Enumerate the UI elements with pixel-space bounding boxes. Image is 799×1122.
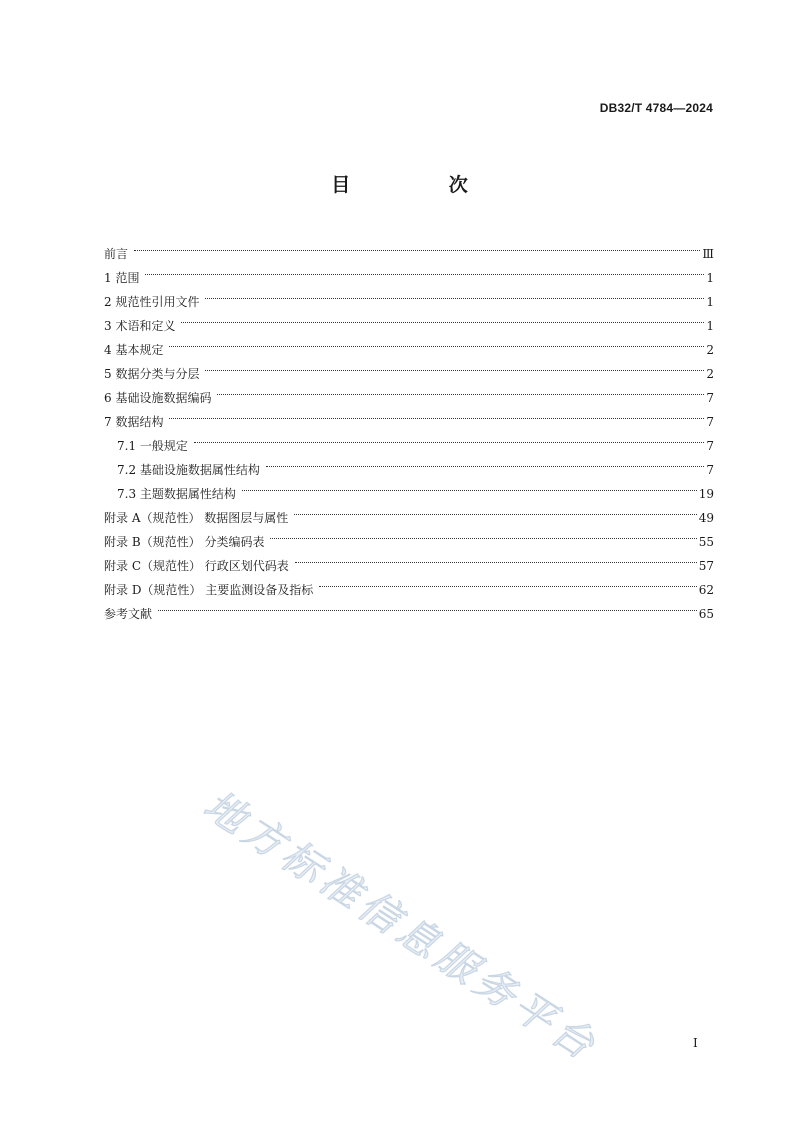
- toc-entry-scope[interactable]: [104, 258, 714, 285]
- toc-entry-normative-references[interactable]: [104, 282, 714, 309]
- toc-entry-label: 7.3 主题数据属性结构: [117, 487, 236, 501]
- toc-entry-label: 5 数据分类与分层: [104, 367, 200, 381]
- toc-entry-page: 7: [706, 391, 714, 405]
- toc-leader-dots: [181, 306, 704, 330]
- toc-subentry-general[interactable]: [104, 426, 714, 453]
- toc-entry-basic-provisions[interactable]: [104, 330, 714, 357]
- toc-entry-page: 1: [706, 295, 714, 309]
- toc-leader-dots: [266, 450, 704, 474]
- toc-entry-label: 1 范围: [104, 271, 140, 285]
- toc-leader-dots: [145, 258, 704, 282]
- toc-entry-label: 7.2 基础设施数据属性结构: [117, 463, 260, 477]
- toc-leader-dots: [205, 354, 704, 378]
- toc-entry-label: 4 基本规定: [104, 343, 164, 357]
- toc-entry-page: 7: [706, 463, 714, 477]
- toc-leader-dots: [205, 282, 704, 306]
- toc-leader-dots: [217, 378, 704, 402]
- toc-entry-label: 2 规范性引用文件: [104, 295, 200, 309]
- toc-subentry-infrastructure-attributes[interactable]: [104, 450, 714, 477]
- toc-entry-page: 1: [706, 271, 714, 285]
- toc-entry-page: 65: [698, 607, 714, 621]
- toc-entry-page: 57: [698, 559, 714, 573]
- toc-entry-page: Ⅲ: [702, 247, 714, 261]
- toc-leader-dots: [169, 330, 704, 354]
- toc-entry-terms-definitions[interactable]: [104, 306, 714, 333]
- toc-entry-page: 2: [706, 343, 714, 357]
- standard-code: DB32/T 4784—2024: [599, 101, 713, 115]
- toc-entry-page: 49: [698, 511, 714, 525]
- toc-leader-dots: [194, 426, 704, 450]
- toc-entry-label: 附录 C（规范性） 行政区划代码表: [104, 559, 289, 573]
- toc-entry-label: 参考文献: [104, 607, 153, 621]
- toc-entry-page: 62: [698, 583, 714, 597]
- toc-leader-dots: [169, 402, 704, 426]
- toc-entry-label: 附录 D（规范性） 主要监测设备及指标: [104, 583, 314, 597]
- page-title: 目 次: [331, 174, 514, 196]
- toc-leader-dots: [242, 474, 697, 498]
- page-number: I: [693, 1036, 698, 1050]
- toc-entry-label: 前言: [104, 247, 129, 261]
- toc-entry-data-structure[interactable]: [104, 402, 714, 429]
- toc-entry-page: 1: [706, 319, 714, 333]
- toc-leader-dots: [158, 594, 697, 618]
- toc-entry-foreword[interactable]: [104, 234, 714, 261]
- toc-entry-bibliography[interactable]: [104, 594, 714, 621]
- toc-entry-label: 3 术语和定义: [104, 319, 176, 333]
- toc-entry-page: 7: [706, 415, 714, 429]
- toc-entry-label: 6 基础设施数据编码: [104, 391, 212, 405]
- table-of-contents: [104, 234, 714, 621]
- toc-entry-page: 2: [706, 367, 714, 381]
- toc-leader-dots: [319, 570, 696, 594]
- toc-entry-label: 7 数据结构: [104, 415, 164, 429]
- toc-leader-dots: [294, 498, 696, 522]
- toc-leader-dots: [270, 522, 696, 546]
- watermark: 地方标准信息服务平台: [195, 782, 607, 1072]
- toc-entry-classification-layering[interactable]: [104, 354, 714, 381]
- toc-entry-page: 19: [698, 487, 714, 501]
- toc-entry-label: 7.1 一般规定: [117, 439, 188, 453]
- toc-entry-label: 附录 B（规范性） 分类编码表: [104, 535, 265, 549]
- toc-entry-page: 55: [698, 535, 714, 549]
- toc-entry-label: 附录 A（规范性） 数据图层与属性: [104, 511, 289, 525]
- toc-entry-page: 7: [706, 439, 714, 453]
- toc-leader-dots: [295, 546, 697, 570]
- toc-leader-dots: [134, 234, 700, 258]
